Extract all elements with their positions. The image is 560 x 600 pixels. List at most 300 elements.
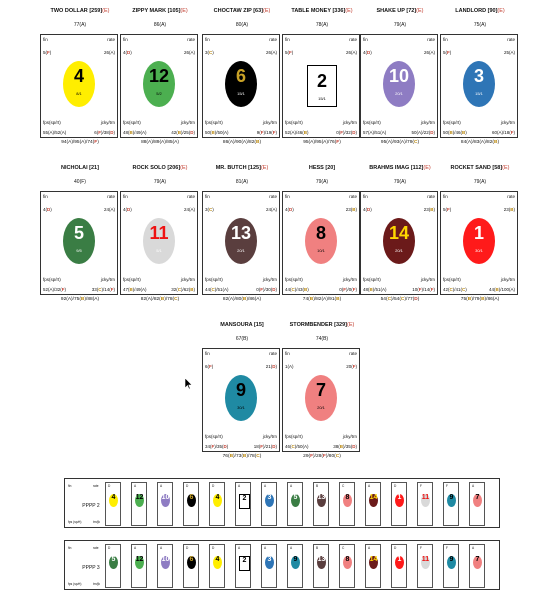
panel-label: PPPP 2	[82, 503, 100, 509]
mini-number: 12	[135, 556, 144, 563]
figure-history: 74(B)/82(A)/91(B)	[302, 297, 342, 302]
mini-card	[157, 482, 173, 526]
mini-grade: C	[342, 484, 345, 488]
speed-rating: 67(B)	[235, 336, 249, 342]
rate-label: rate	[269, 351, 277, 356]
speed-rating: 86(A)	[153, 22, 167, 28]
mini-grade: A	[238, 546, 241, 550]
horse-card-5	[440, 8, 520, 148]
mini-oval	[421, 556, 430, 569]
fps-label: fps(sp/rt)	[363, 120, 381, 125]
saddle-cloth-oval	[63, 218, 95, 264]
mini-card	[287, 482, 303, 526]
mini-number: 3	[267, 556, 272, 563]
mini-number: 11	[421, 494, 430, 501]
mini-number: 11	[421, 556, 430, 563]
fps-value: 46(C)/50(A)	[285, 444, 309, 449]
rate-label: rate	[107, 194, 115, 199]
mini-grade: A	[134, 484, 137, 488]
horse-name-text: MANSOURA	[220, 322, 253, 328]
mini-grade: D	[394, 484, 397, 488]
mini-card	[313, 544, 329, 588]
program-number: 8	[315, 223, 326, 243]
saddle-cloth-oval	[463, 218, 495, 264]
mini-grade: A	[264, 546, 267, 550]
program-number: 6	[235, 66, 246, 86]
mini-oval	[161, 494, 170, 507]
fps-label: fps(sp/rt)	[205, 277, 223, 282]
mini-card	[391, 544, 407, 588]
mini-rate-label: rate	[93, 546, 99, 550]
mini-grade: D	[186, 546, 189, 550]
fin-value: 4(D)	[285, 207, 294, 212]
rate-value: 23(B)	[345, 207, 357, 212]
fin-value: 3(C)	[205, 207, 214, 212]
rate-label: rate	[269, 37, 277, 42]
saddle-cloth-oval	[143, 218, 175, 264]
horse-flag: (E)	[347, 322, 355, 328]
fin-value: 4(D)	[43, 207, 52, 212]
rate-value: 24(A)	[103, 207, 115, 212]
horse-flag: (E)	[497, 8, 505, 14]
mini-number: 9	[293, 556, 298, 563]
mini-card	[287, 544, 303, 588]
mini-grade: D	[186, 484, 189, 488]
odds: 15/1	[237, 91, 245, 96]
fin-value: 4(D)	[363, 50, 372, 55]
saddle-cloth-oval	[383, 218, 415, 264]
saddle-cloth-oval	[305, 375, 337, 421]
odds: 20/1	[237, 248, 245, 253]
mini-oval	[447, 494, 456, 507]
fin-label: fin	[285, 351, 290, 356]
rate-value: 26(A)	[183, 50, 195, 55]
mini-number: 3	[267, 494, 272, 501]
rate-label: rate	[187, 37, 195, 42]
horse-card-3	[282, 8, 362, 148]
mini-oval	[213, 494, 222, 507]
mini-grade: A	[160, 546, 163, 550]
jky-value: 60(A)/18(F)	[491, 130, 515, 135]
mini-oval	[265, 494, 274, 507]
fin-label: fin	[43, 194, 48, 199]
panel-label: PPPP 3	[82, 565, 100, 571]
figure-history: 88(A)/89(A)/85(A)	[141, 140, 179, 145]
figure-history: 84(A)/83(A)/82(B)	[460, 140, 500, 145]
mini-oval	[109, 556, 118, 569]
speed-rating: 79(A)	[393, 22, 407, 28]
odds: 15/1	[475, 91, 483, 96]
fps-value: 52(A)/32(F)	[43, 287, 67, 292]
speed-rating: 79(A)	[315, 179, 329, 185]
horse-bracket: [336]	[332, 8, 346, 14]
mini-jk-label: trn/jk	[93, 520, 100, 524]
program-number: 12	[148, 66, 170, 86]
horse-detail-card	[440, 34, 518, 138]
horse-name-text: TWO DOLLAR	[50, 8, 88, 14]
mini-oval	[317, 494, 326, 507]
fin-value: 4(D)	[123, 207, 132, 212]
rate-label: rate	[187, 194, 195, 199]
fin-label: fin	[43, 37, 48, 42]
horse-name-text: BRAHMS IMAG	[369, 165, 410, 171]
fin-label: fin	[285, 37, 290, 42]
rate-value: 26(A)	[345, 50, 357, 55]
mini-grade: A	[238, 484, 241, 488]
horse-flag: (E)	[345, 8, 353, 14]
fin-label: fin	[285, 194, 290, 199]
horse-name-text: STORMBENDER	[289, 322, 333, 328]
mini-card	[105, 482, 121, 526]
mini-grade: F	[420, 484, 422, 488]
mini-number: 14	[369, 556, 378, 563]
mini-card	[105, 544, 121, 588]
jky-value: 9(F)/19(F)	[256, 130, 277, 135]
jky-label: jcky/trn	[420, 277, 435, 282]
mini-number: 7	[475, 494, 480, 501]
figure-history: 75(B)/79(B)/86(A)	[460, 297, 500, 302]
mini-grade: A	[368, 546, 371, 550]
fps-label: fps(sp/rt)	[205, 434, 223, 439]
jky-label: jcky/trn	[262, 434, 277, 439]
jky-label: jcky/trn	[420, 120, 435, 125]
horse-card-8	[202, 165, 282, 305]
mini-card	[261, 544, 277, 588]
fps-value: 48(B)/51(A)	[363, 287, 387, 292]
rate-value: 23(B)	[503, 207, 515, 212]
odds: 5/1	[156, 248, 162, 253]
horse-name	[440, 8, 520, 14]
fps-value: 34(F)/35(D)	[205, 444, 229, 449]
mini-oval	[317, 556, 326, 569]
rate-value: 26(A)	[265, 50, 277, 55]
horse-card-10	[360, 165, 440, 305]
mini-card	[313, 482, 329, 526]
saddle-cloth-oval	[383, 61, 415, 107]
fps-value: 48(B)/49(A)	[123, 130, 147, 135]
fin-value: 1(A)	[285, 364, 294, 369]
horse-bracket: [20]	[325, 165, 336, 171]
mini-oval	[395, 556, 404, 569]
fps-value: 47(B)/49(A)	[123, 287, 147, 292]
horse-name-text: MR. BUTCH	[215, 165, 247, 171]
rate-label: rate	[427, 194, 435, 199]
figure-history: 82(A)/82(B)/78(C)	[140, 297, 180, 302]
jky-label: jcky/trn	[262, 277, 277, 282]
mini-number: 5	[111, 556, 116, 563]
odds: 9/5	[76, 248, 82, 253]
rate-label: rate	[349, 37, 357, 42]
jky-value: 10(F)/14(F)	[412, 287, 435, 292]
mini-grade: B	[316, 546, 319, 550]
mini-grade: D	[108, 546, 111, 550]
mini-card	[443, 482, 459, 526]
mini-grade: F	[420, 546, 422, 550]
odds: 5/2	[156, 91, 162, 96]
horse-detail-card	[360, 191, 438, 295]
horse-name-text: ROCKET SAND	[450, 165, 491, 171]
horse-bracket: [58]	[492, 165, 503, 171]
mini-number: 1	[397, 556, 402, 563]
horse-name-text: SHAKE UP	[376, 8, 405, 14]
speed-rating: 79(A)	[473, 179, 487, 185]
mini-grade: A	[472, 546, 475, 550]
program-number: 3	[473, 66, 484, 86]
jky-label: jcky/trn	[262, 120, 277, 125]
horse-name	[120, 8, 200, 14]
fps-value: 52(A)/46(B)	[285, 130, 309, 135]
horse-bracket: [105]	[167, 8, 181, 14]
horse-name-text: CHOCTAW ZIP	[213, 8, 252, 14]
mini-oval	[187, 494, 196, 507]
mini-oval	[239, 556, 250, 571]
mini-number: 2	[242, 557, 247, 564]
mini-grade: D	[108, 484, 111, 488]
rate-value: 24(A)	[265, 207, 277, 212]
horse-bracket: [329]	[334, 322, 348, 328]
mini-card	[209, 482, 225, 526]
mini-oval	[343, 494, 352, 507]
rate-label: rate	[349, 351, 357, 356]
mini-rate-label: rate	[93, 484, 99, 488]
mini-card	[157, 544, 173, 588]
mini-grade: F	[446, 484, 448, 488]
speed-rating: 79(A)	[153, 179, 167, 185]
mini-card	[365, 544, 381, 588]
speed-rating: 78(A)	[315, 22, 329, 28]
mini-oval	[473, 494, 482, 507]
horse-name	[282, 322, 362, 328]
horse-detail-card	[282, 34, 360, 138]
mini-card	[339, 544, 355, 588]
mini-fps-label: fps (sp/rt)	[68, 582, 82, 586]
fin-value: 5(F)	[443, 207, 452, 212]
mini-fin-label: fin	[68, 484, 72, 488]
fin-value: 6(F)	[205, 364, 214, 369]
fin-value: 5(F)	[443, 50, 452, 55]
mini-card	[469, 544, 485, 588]
fps-value: 44(C)/51(A)	[205, 287, 229, 292]
odds: 20/1	[317, 405, 325, 410]
saddle-cloth-oval	[225, 61, 257, 107]
horse-detail-card	[202, 348, 280, 452]
jky-label: jcky/trn	[342, 120, 357, 125]
horse-flag: (E)	[416, 8, 424, 14]
jky-label: jcky/trn	[500, 277, 515, 282]
horse-name	[202, 8, 282, 14]
mini-card	[131, 544, 147, 588]
fin-label: fin	[205, 37, 210, 42]
fps-label: fps(sp/rt)	[363, 277, 381, 282]
horse-bracket: [259]	[89, 8, 103, 14]
jky-value: 32(C)/62(B)	[171, 287, 195, 292]
horse-detail-card	[40, 191, 118, 295]
mini-card	[131, 482, 147, 526]
mini-number: 8	[345, 556, 350, 563]
mini-grade: F	[446, 546, 448, 550]
mini-oval	[135, 494, 144, 507]
fps-label: fps(sp/rt)	[123, 277, 141, 282]
summary-panel-1	[64, 540, 500, 590]
mini-card	[443, 544, 459, 588]
fin-label: fin	[205, 194, 210, 199]
mini-oval	[369, 494, 378, 507]
mini-card	[417, 482, 433, 526]
mini-card	[235, 482, 251, 526]
speed-rating: 40(F)	[74, 179, 86, 185]
speed-rating: 77(A)	[73, 22, 87, 28]
mini-card	[365, 482, 381, 526]
mini-card	[339, 482, 355, 526]
mini-number: 5	[293, 494, 298, 501]
fin-label: fin	[363, 37, 368, 42]
horse-detail-card	[40, 34, 118, 138]
mini-number: 7	[475, 556, 480, 563]
fps-label: fps(sp/rt)	[443, 277, 461, 282]
mini-card	[183, 544, 199, 588]
mini-card	[209, 544, 225, 588]
rate-label: rate	[107, 37, 115, 42]
horse-name	[360, 8, 440, 14]
fps-label: fps(sp/rt)	[123, 120, 141, 125]
horse-bracket: [125]	[248, 165, 261, 171]
horse-detail-card	[202, 34, 280, 138]
fps-label: fps(sp/rt)	[443, 120, 461, 125]
fin-value: 5(F)	[285, 50, 294, 55]
fps-label: fps(sp/rt)	[285, 277, 303, 282]
fin-value: 4(D)	[123, 50, 132, 55]
horse-detail-card	[202, 191, 280, 295]
speed-rating: 74(B)	[315, 336, 329, 342]
fps-value: 55(A)/52(A)	[43, 130, 67, 135]
mini-card	[261, 482, 277, 526]
jky-value: 38(B)/35(D)	[333, 444, 357, 449]
horse-name	[40, 165, 120, 171]
mini-number: 13	[317, 556, 326, 563]
mini-number: 4	[111, 494, 116, 501]
rate-label: rate	[269, 194, 277, 199]
horse-name	[282, 165, 362, 171]
odds: 20/1	[395, 248, 403, 253]
fps-label: fps(sp/rt)	[43, 120, 61, 125]
horse-card-6	[40, 165, 120, 305]
rate-value: 26(A)	[423, 50, 435, 55]
mini-oval	[421, 494, 430, 507]
mini-grade: D	[212, 484, 215, 488]
figure-history: 76(B)/73(B)/78(C)	[222, 454, 262, 459]
mini-number: 8	[345, 494, 350, 501]
fin-label: fin	[205, 351, 210, 356]
fin-label: fin	[443, 37, 448, 42]
horse-card-12	[202, 322, 282, 462]
horse-card-11	[440, 165, 520, 305]
program-number: 4	[73, 66, 84, 86]
horse-flag: (E)	[260, 165, 269, 171]
fps-label: fps(sp/rt)	[285, 120, 303, 125]
mini-number: 2	[242, 495, 247, 502]
jky-label: jcky/trn	[342, 277, 357, 282]
rate-label: rate	[507, 194, 515, 199]
horse-card-2	[202, 8, 282, 148]
horse-card-0	[40, 8, 120, 148]
program-number: 5	[73, 223, 84, 243]
speed-rating: 75(A)	[473, 22, 487, 28]
mini-oval	[161, 556, 170, 569]
program-number: 13	[230, 223, 252, 243]
mini-number: 4	[215, 494, 220, 501]
figure-history: 95(A)/95(A)/76(F)	[303, 140, 341, 145]
horse-bracket: [63]	[253, 8, 263, 14]
mini-grade: D	[212, 546, 215, 550]
jky-label: jcky/trn	[100, 277, 115, 282]
horse-flag: (E)	[502, 165, 510, 171]
jky-value: 18(F)/21(D)	[253, 444, 277, 449]
mouse-cursor-icon	[185, 378, 193, 390]
mini-number: 10	[161, 494, 170, 501]
horse-name	[40, 8, 120, 14]
figure-history: 82(A)/80(B)/86(A)	[222, 297, 262, 302]
mini-oval	[291, 556, 300, 569]
mini-grade: C	[342, 546, 345, 550]
horse-card-13	[282, 322, 362, 462]
horse-name	[440, 165, 520, 171]
jky-label: jcky/trn	[342, 434, 357, 439]
fps-value: 44(C)/43(B)	[285, 287, 309, 292]
jky-value: 0(F)/32(D)	[336, 130, 357, 135]
mini-oval	[291, 494, 300, 507]
mini-oval	[213, 556, 222, 569]
horse-bracket: [90]	[487, 8, 498, 14]
mini-oval	[109, 494, 118, 507]
mini-grade: A	[290, 546, 293, 550]
jky-value: 0(F)/0(F)	[339, 287, 357, 292]
mini-fin-label: fin	[68, 546, 72, 550]
mini-oval	[343, 556, 352, 569]
fin-label: fin	[363, 194, 368, 199]
mini-oval	[187, 556, 196, 569]
horse-flag: (E)	[180, 8, 188, 14]
jky-value: 0(F)/30(D)	[256, 287, 277, 292]
fin-label: fin	[123, 37, 128, 42]
program-number: 1	[473, 223, 484, 243]
mini-number: 9	[449, 556, 454, 563]
mini-number: 10	[161, 556, 170, 563]
mini-number: 6	[189, 556, 194, 563]
fps-value: 42(C)/41(C)	[443, 287, 467, 292]
horse-name-text: ROCK SOLO	[132, 165, 166, 171]
mini-oval	[395, 494, 404, 507]
jky-value: 6(F)/38(D)	[94, 130, 115, 135]
figure-history: 54(C)/54(C)/77(D)	[380, 297, 420, 302]
odds: 30/1	[475, 248, 483, 253]
program-number: 14	[388, 223, 410, 243]
saddle-cloth-oval	[63, 61, 95, 107]
fin-value: 3(C)	[205, 50, 214, 55]
figure-history: 29(F)/28(F)/80(C)	[303, 454, 341, 459]
speed-rating: 81(A)	[235, 179, 249, 185]
mini-fps-label: fps (sp/rt)	[68, 520, 82, 524]
horse-bracket: [15]	[253, 322, 264, 328]
figure-history: 95(A)/93(A)/79(C)	[380, 140, 420, 145]
fin-value: 4(D)	[363, 207, 372, 212]
mini-card	[235, 544, 251, 588]
mini-grade: A	[134, 546, 137, 550]
program-number: 10	[388, 66, 410, 86]
fps-value: 50(B)/50(A)	[205, 130, 229, 135]
jky-label: jcky/trn	[100, 120, 115, 125]
program-number: 11	[149, 223, 169, 243]
horse-name-text: TABLE MONEY	[291, 8, 331, 14]
